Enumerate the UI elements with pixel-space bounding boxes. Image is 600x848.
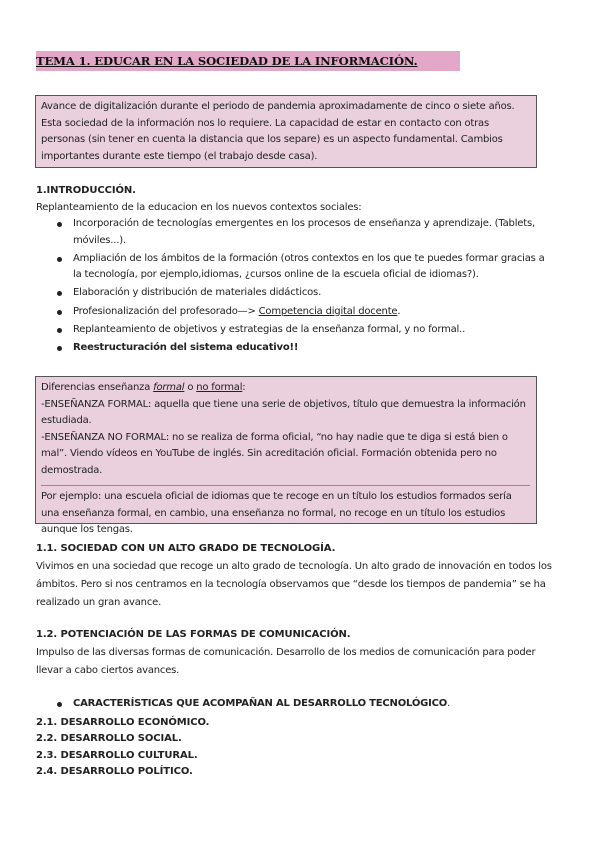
subsection-heading: 2.4. DESARROLLO POLÍTICO. [36,766,193,777]
competencia-digital-link[interactable]: Competencia digital docente [258,305,398,317]
list-item [36,696,554,713]
term-formal: formal [153,382,185,393]
subsection-heading: 2.3. DESARROLLO CULTURAL. [36,749,198,761]
list-item: Replanteamiento de objetivos y estrategias de la enseñanza formal, y no formal.. [36,322,554,339]
page-title: TEMA 1. EDUCAR EN LA SOCIEDAD DE LA INFORMACIÓN. [36,54,418,68]
diferencias-colon: : [242,382,246,393]
diferencias-box [35,376,537,535]
section-caracteristicas [36,696,554,781]
section-comunicacion [36,627,554,680]
no-formal-definition: -ENSEÑANZA NO FORMAL: no se realiza de forma oficial, “no hay nadie que te diga si está bien o mal”. Viendo vídeos en YouTube de inglés. Sin acreditación oficial. Formación obtenida pero no demostrada. [41,431,508,476]
diferencias-connector: o [184,382,197,393]
formal-definition: -ENSEÑANZA FORMAL: aquella que tiene una serie de objetivos, título que demuestra la información estudiada. [41,398,526,426]
section-heading: 1.1. SOCIEDAD CON UN ALTO GRADO DE TECNOLOGÍA. [36,543,336,554]
section-heading: 1.2. POTENCIACIÓN DE LAS FORMAS DE COMUNICACIÓN. [36,629,351,640]
caracteristicas-period: . [447,698,451,709]
intro-box [35,95,537,168]
diferencias-prefix: Diferencias enseñanza [41,382,154,393]
list-item: Elaboración y distribución de materiales didácticos. [36,285,554,302]
list-item [36,304,554,321]
list-item-prefix: Profesionalización del profesorado—> [73,305,259,317]
section-text: Vivimos en una sociedad que recoge un alto grado de tecnología. Un alto grado de innovación en todos los ámbitos. Pero si nos centramos en la tecnología observamos que “desde los tiempos de pandemia” se ha realizado un gran avance. [36,560,552,608]
divider [41,485,530,486]
section-text: Impulso de las diversas formas de comunicación. Desarrollo de los medios de comunicación para poder llevar a cabo ciertos avances. [36,646,536,676]
subsection-heading: 2.2. DESARROLLO SOCIAL. [36,733,182,744]
bullet-list [36,216,554,356]
diferencias-header [41,380,530,397]
term-no-formal: no formal [196,382,243,393]
caracteristicas-heading: CARACTERÍSTICAS QUE ACOMPAÑAN AL DESARROLLO TECNOLÓGICO [73,698,448,709]
intro-box-text: Avance de digitalización durante el periodo de pandemia aproximadamente de cinco o siete años. Esta sociedad de la información nos lo requiere. La capacidad de estar en contacto con otras personas (sin tener en cuenta la distancia que los separe) es un aspecto fundamental. Cambios importantes durante este tiempo (el trabajo desde casa). [41,101,515,162]
bullet-list [36,696,554,713]
list-item: Ampliación de los ámbitos de la formación (otros contextos en los que te puedes formar gracias a la tecnología, por ejemplo,idiomas, ¿cursos online de la escuela oficial de idiomas?). [36,251,554,284]
section-lead: Replanteamiento de la educacion en los nuevos contextos sociales: [36,201,362,213]
section-introduccion [36,183,554,358]
section-sociedad-tecnologia [36,541,554,612]
section-heading: 1.INTRODUCCIÓN. [36,185,136,196]
list-item-suffix: . [397,305,401,317]
subsection-heading: 2.1. DESARROLLO ECONÓMICO. [36,716,210,728]
list-item-bold: Reestructuración del sistema educativo!! [36,340,554,357]
example-text: Por ejemplo: una escuela oficial de idiomas que te recoge en un título los estudios formados sería una enseñanza formal, en cambio, una enseñanza no formal, no recoge en un título los estudios aunque los tengas. [41,491,512,535]
list-item: Incorporación de tecnologías emergentes en los procesos de enseñanza y aprendizaje. (Tablets, móviles...). [36,216,554,249]
